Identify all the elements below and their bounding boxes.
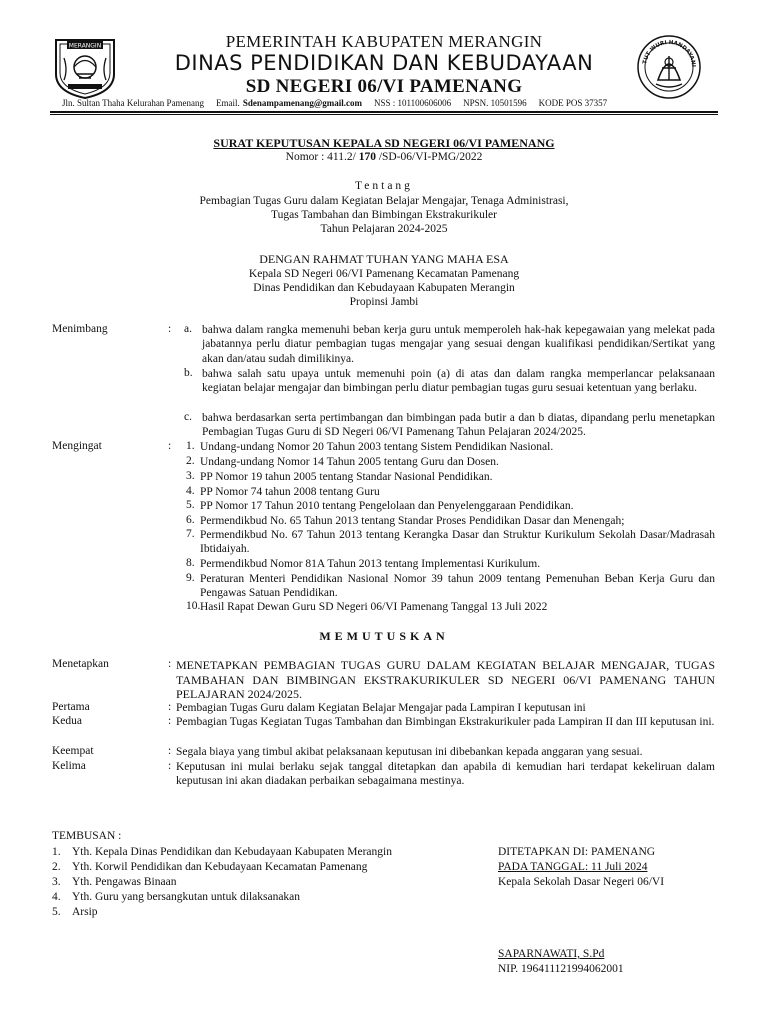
mengingat-num: 4.	[186, 485, 195, 497]
tembusan-item: Yth. Korwil Pendidikan dan Kebudayaan Kecamatan Pamenang	[72, 861, 368, 873]
kepala-line-1: Kepala SD Negeri 06/VI Pamenang Kecamatan Pamenang	[248, 268, 520, 280]
tembusan-item: Yth. Guru yang bersangkutan untuk dilaksanakan	[72, 891, 301, 903]
kop-address-line	[62, 98, 742, 108]
kop-dinas: DINAS PENDIDIKAN DAN KEBUDAYAAN	[174, 51, 594, 75]
mengingat-item: Undang-undang Nomor 20 Tahun 2003 tentang Sistem Pendidikan Nasional.	[200, 441, 554, 453]
tentang-heading: Tentang	[355, 180, 413, 192]
nama-penandatangan: SAPARNAWATI, S.Pd	[498, 948, 605, 960]
ditetapkan-di: DITETAPKAN DI: PAMENANG	[498, 846, 656, 858]
decision-colon: :	[168, 745, 172, 757]
nomor-suffix: /SD-06/VI-PMG/2022	[378, 151, 483, 163]
kop-rule-thin	[50, 114, 718, 115]
tembusan-num: 5.	[52, 906, 61, 918]
keempat-label: Keempat	[52, 745, 94, 757]
kop-sekolah: SD NEGERI 06/VI PAMENANG	[245, 76, 523, 97]
menetapkan-text: MENETAPKAN PEMBAGIAN TUGAS GURU DALAM KEGIATAN BELAJAR MENGAJAR, TUGAS TAMBAHAN DAN BIMBINGAN EKSTRAKURIKULER SD NEGERI 06/VI PAMENANG TAHUN PELAJARAN 2024/2025.	[176, 658, 715, 701]
tembusan-title: TEMBUSAN :	[52, 830, 122, 842]
memutuskan-heading: MEMUTUSKAN	[319, 629, 449, 643]
mengingat-label: Mengingat	[52, 440, 102, 452]
email-label: Email.	[216, 98, 240, 108]
tembusan-item: Yth. Pengawas Binaan	[72, 876, 177, 888]
document-title: SURAT KEPUTUSAN KEPALA SD NEGERI 06/VI PAMENANG	[213, 136, 555, 150]
kedua-text: Pembagian Tugas Kegiatan Tugas Tambahan dan Bimbingan Ekstrakurikuler pada Lampiran II dan III keputusan ini.	[176, 716, 715, 728]
kelima-text: Keputusan ini mulai berlaku sejak tanggal ditetapkan dan apabila di kemudian hari terdapat kekeliruan dalam keputusan ini akan diadakan perbaikan sebagaimana mestinya.	[176, 761, 715, 788]
mengingat-item: PP Nomor 19 tahun 2005 tentang Standar Nasional Pendidikan.	[200, 471, 493, 483]
mengingat-item: Permendikbud No. 65 Tahun 2013 tentang Standar Proses Pendidikan Dasar dan Menengah;	[200, 515, 625, 527]
nomor-prefix: Nomor : 411.2/	[285, 151, 356, 163]
kop-rule-thick	[50, 111, 718, 113]
address-text: Jln. Sultan Thaha Kelurahan Pamenang	[62, 98, 205, 108]
about-line-1: Pembagian Tugas Guru dalam Kegiatan Belajar Mengajar, Tenaga Administrasi,	[199, 195, 569, 207]
mengingat-item: Undang-undang Nomor 14 Tahun 2005 tentang Guru dan Dosen.	[200, 456, 499, 468]
mengingat-num: 1.	[186, 440, 195, 452]
menimbang-item-a: bahwa dalam rangka memenuhi beban kerja guru untuk memperoleh hak-hak kepegawaian yang melekat pada jabatannya perlu diatur pembagian tugas mengajar yang sesuai dengan kualifikasi pendidikan/Sertikat yang akan dan/atau sudah dimilikinya.	[202, 324, 715, 365]
pertama-label: Pertama	[52, 701, 90, 713]
decision-colon: :	[168, 715, 172, 727]
decision-colon: :	[168, 760, 172, 772]
kedua-label: Kedua	[52, 715, 83, 727]
tembusan-num: 4.	[52, 891, 61, 903]
kepala-line-3: Propinsi Jambi	[349, 296, 419, 308]
tembusan-item: Arsip	[72, 906, 98, 918]
logo-right-text: TUT WURI HANDAYANI	[642, 39, 697, 68]
tembusan-num: 1.	[52, 846, 61, 858]
mengingat-item: PP Nomor 17 Tahun 2010 tentang Pengelolaan dan Penyelenggaraan Pendidikan.	[200, 500, 574, 512]
menimbang-item-c: bahwa berdasarkan serta pertimbangan dan bimbingan pada butir a dan b diatas, dipandang perlu menetapkan Pembagian Tugas Guru di SD Negeri 06/VI Pamenang Tahun Pelajaran 2024/2025.	[202, 412, 715, 439]
menimbang-label: Menimbang	[52, 323, 108, 335]
menimbang-item-b: bahwa salah satu upaya untuk memenuhi poin (a) di atas dan dalam rangka memperlancar pelaksanaan kegiatan belajar mengajar dan bimbingan perlu diatur pembagian tugas guru sesuai ketentuan yang berlaku.	[202, 368, 715, 395]
rahmat-heading: DENGAN RAHMAT TUHAN YANG MAHA ESA	[259, 252, 509, 266]
about-line-2: Tugas Tambahan dan Bimbingan Ekstrakurikuler	[271, 209, 497, 221]
menimbang-mark-a: a.	[184, 323, 192, 335]
tembusan-num: 2.	[52, 861, 61, 873]
npsn-text: NPSN. 10501596	[463, 98, 527, 108]
pada-tanggal: PADA TANGGAL: 11 Juli 2024	[498, 861, 648, 873]
menimbang-colon: :	[168, 323, 172, 335]
mengingat-num: 8.	[186, 557, 195, 569]
keempat-text: Segala biaya yang timbul akibat pelaksanaan keputusan ini dibebankan kepada anggaran yang sesuai.	[176, 746, 643, 758]
menimbang-mark-c: c.	[184, 411, 192, 423]
mengingat-colon: :	[168, 440, 172, 452]
mengingat-item: Peraturan Menteri Pendidikan Nasional Nomor 39 tahun 2009 tentang Pemenuhan Beban Kerja Guru dan Pengawas Satuan Pendidikan.	[200, 573, 715, 600]
pertama-text: Pembagian Tugas Guru dalam Kegiatan Belajar Mengajar pada Lampiran I keputusan ini	[176, 702, 586, 714]
mengingat-item: PP Nomor 74 tahun 2008 tentang Guru	[200, 486, 380, 498]
mengingat-num: 6.	[186, 514, 195, 526]
kodepos-text: KODE POS 37357	[538, 98, 608, 108]
kepala-line-2: Dinas Pendidikan dan Kebudayaan Kabupaten Merangin	[253, 282, 515, 294]
mengingat-item: Permendikbud Nomor 81A Tahun 2013 tentang Implementasi Kurikulum.	[200, 558, 541, 570]
tembusan-num: 3.	[52, 876, 61, 888]
mengingat-item: Hasil Rapat Dewan Guru SD Negeri 06/VI Pamenang Tanggal 13 Juli 2022	[200, 601, 548, 613]
menetapkan-label: Menetapkan	[52, 658, 109, 670]
logo-left-text: MERANGIN	[68, 42, 102, 50]
document-number	[0, 151, 768, 163]
decision-colon: :	[168, 658, 172, 670]
nomor-bold: 170	[358, 151, 376, 163]
about-line-3: Tahun Pelajaran 2024-2025	[320, 223, 448, 235]
jabatan-penandatangan: Kepala Sekolah Dasar Negeri 06/VI	[498, 876, 665, 888]
mengingat-item: Permendikbud No. 67 Tahun 2013 tentang Kerangka Dasar dan Struktur Kurikulum Sekolah Dasar/Madrasah Ibtidaiyah.	[200, 529, 715, 556]
nss-text: NSS : 101100606006	[373, 98, 452, 108]
kop-pemerintah: PEMERINTAH KABUPATEN MERANGIN	[225, 32, 543, 51]
email-text: Sdenampamenang@gmail.com	[242, 98, 362, 108]
menimbang-mark-b: b.	[184, 367, 193, 379]
mengingat-num: 10.	[186, 600, 201, 612]
kelima-label: Kelima	[52, 760, 86, 772]
mengingat-num: 3.	[186, 470, 195, 482]
mengingat-num: 9.	[186, 572, 195, 584]
mengingat-num: 2.	[186, 455, 195, 467]
decision-colon: :	[168, 701, 172, 713]
tembusan-item: Yth. Kepala Dinas Pendidikan dan Kebudayaan Kabupaten Merangin	[72, 846, 392, 858]
nip-penandatangan: NIP. 196411121994062001	[498, 963, 624, 975]
mengingat-num: 7.	[186, 528, 195, 540]
mengingat-num: 5.	[186, 499, 195, 511]
